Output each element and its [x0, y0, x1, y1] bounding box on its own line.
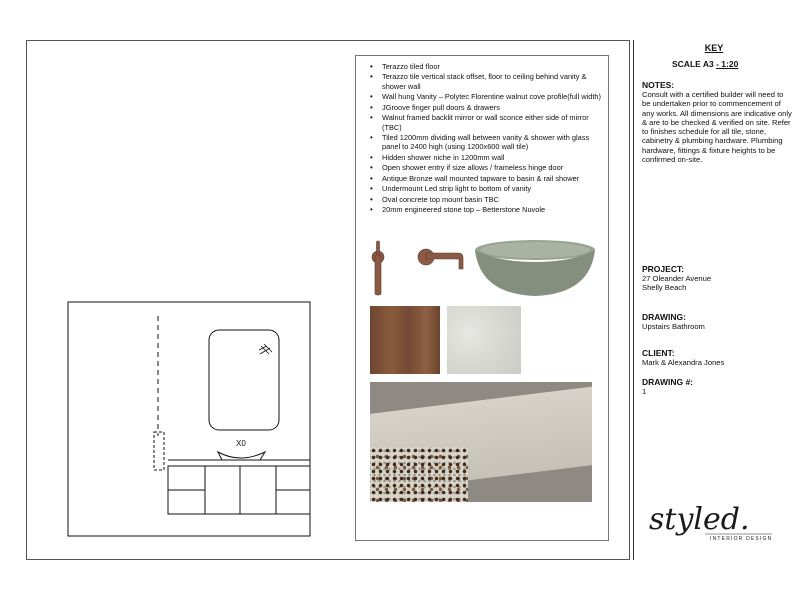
spec-item: • Open shower entry if size allows / frameless hinge door — [370, 163, 608, 172]
scale-label — [672, 59, 738, 69]
mirror — [209, 330, 279, 430]
spec-item: • Wall hung Vanity – Polytec Florentine walnut cove profile(full width) — [370, 92, 608, 101]
drawing-label: DRAWING: — [642, 312, 686, 322]
vanity-top — [168, 460, 310, 466]
spec-item: • 20mm engineered stone top – Betterstone Nuvole — [370, 205, 608, 214]
client-value: Mark & Alexandra Jones — [642, 358, 725, 367]
room-outline — [68, 302, 310, 536]
spec-list — [356, 56, 608, 215]
basin-drawing — [218, 452, 265, 460]
walnut-swatch — [370, 306, 440, 374]
bathroom-elevation-drawing — [60, 296, 320, 541]
terrazzo-swatch — [370, 447, 468, 502]
client-label: CLIENT: — [642, 348, 675, 358]
drawing-value: Upstairs Bathroom — [642, 322, 705, 331]
project-line2: Shelly Beach — [642, 283, 687, 292]
spec-item: • Walnut framed backlit mirror or wall sconce either side of mirror (TBC) — [370, 113, 608, 132]
basin-icon — [472, 236, 598, 298]
project-label: PROJECT: — [642, 264, 685, 274]
scale-value: - 1:20 — [716, 59, 739, 69]
logo-subtitle: INTERIOR DESIGN — [710, 536, 773, 542]
vanity-doors — [168, 466, 310, 514]
tap-icon — [364, 239, 464, 299]
spec-item: • JGroove finger pull doors & drawers — [370, 103, 608, 112]
spec-item: • Undermount Led strip light to bottom of vanity — [370, 184, 608, 193]
spec-item: • Terazzo tiled floor — [370, 62, 608, 71]
spec-item: • Oval concrete top mount basin TBC — [370, 195, 608, 204]
drawing-number-value: 1 — [642, 387, 647, 396]
key-title: KEY — [704, 43, 724, 53]
notes-text: Consult with a certified builder will need to be undertaken prior to commencement of any works. All dimensions are indicative only & are to be checked & verified on site. Refer to finishes schedule for all tile, stone, cabinetry & plumbing hardware. Plumbing hardware, fittings & fixture heights to be confirmed on-site. — [642, 90, 792, 165]
stone-slab-swatch — [370, 382, 592, 502]
spec-item: • Tiled 1200mm dividing wall between vanity & shower with glass panel to 2400 high (using 1200x600 wall tile) — [370, 133, 608, 152]
project-line1: 27 Oleander Avenue — [642, 274, 712, 283]
spec-item: • Antique Bronze wall mounted tapware to basin & rail shower — [370, 174, 608, 183]
spec-item: • Terazzo tile vertical stack offset, floor to ceiling behind vanity & shower wall — [370, 72, 608, 91]
drawing-number-label: DRAWING #: — [642, 377, 693, 387]
logo-script: styled. — [649, 502, 750, 537]
title-block — [633, 40, 800, 560]
spec-item: • Hidden shower niche in 1200mm wall — [370, 153, 608, 162]
scale-prefix: SCALE A3 — [672, 59, 714, 69]
specification-panel — [355, 55, 609, 541]
basin-tag: X0 — [236, 439, 246, 448]
concrete-swatch — [447, 306, 521, 374]
shower-niche — [154, 432, 164, 470]
notes-heading: NOTES: — [642, 80, 675, 90]
